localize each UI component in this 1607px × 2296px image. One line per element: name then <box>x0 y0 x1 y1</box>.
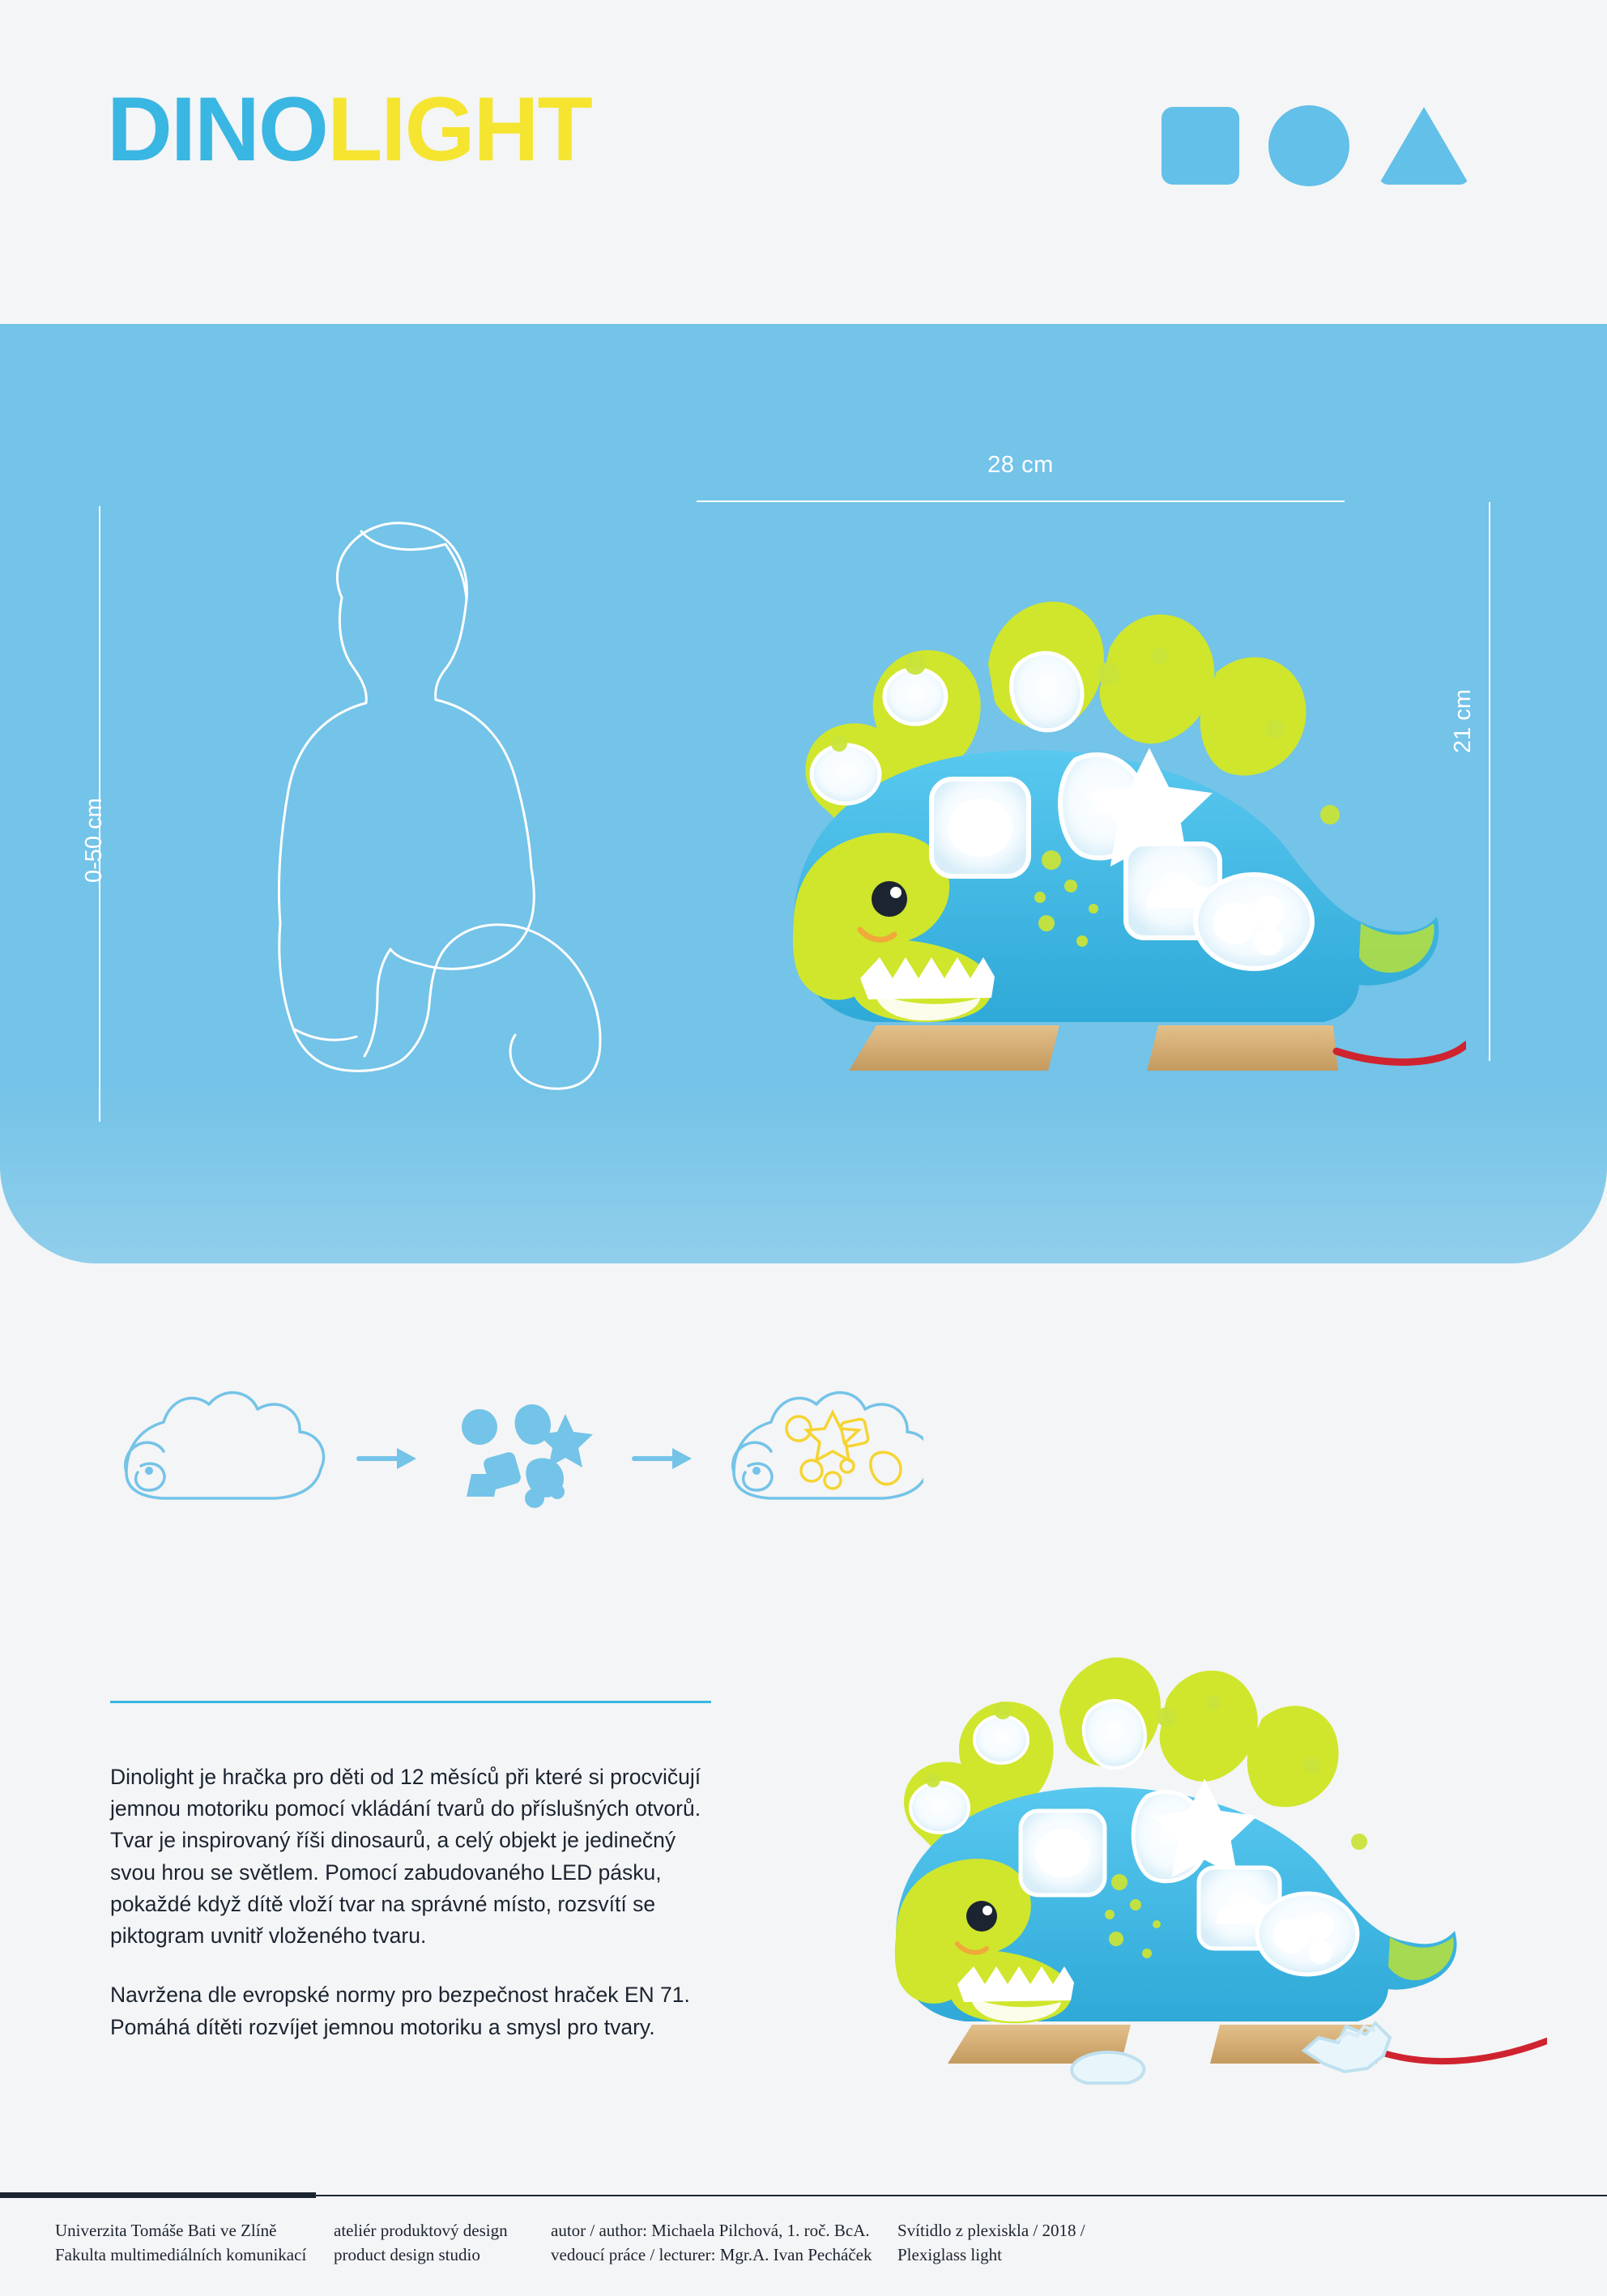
triangle-shape-icon <box>1379 107 1469 185</box>
footer-author-line: autor / author: Michaela Pilchová, 1. roč. BcA. <box>551 2221 870 2240</box>
header-shape-row <box>1162 105 1469 186</box>
height-dimension-label-left: 0-50 cm <box>81 798 107 883</box>
footer-university-line2: Fakulta multimediálních komunikací <box>55 2244 307 2264</box>
footer-university-column <box>55 2219 306 2268</box>
footer-project-column <box>897 2219 1085 2268</box>
footer-university-line1: Univerzita Tomáše Bati ve Zlíně <box>55 2221 277 2240</box>
page-header <box>0 0 1607 324</box>
footer-lecturer-line: vedoucí práce / lecturer: Mgr.A. Ivan Pecháček <box>551 2244 872 2264</box>
arrow-right-icon-2 <box>632 1448 692 1469</box>
text-divider-rule <box>110 1701 711 1703</box>
arrow-right-icon-1 <box>356 1448 416 1469</box>
logo-dino-text: DINO <box>107 79 327 180</box>
description-paragraph-1: Dinolight je hračka pro děti od 12 měsíců při které si procvičují jemnou motoriku pomocí vkládání tvarů do příslušných otvorů. Tvar je inspirovaný říši dinosaurů, a celý objekt je jedinečný svou hrou se světlem. Pomocí zabudovaného LED pásku, pokaždé když dítě vloží tvar na správné místo, rozsvítí se piktogram uvnitř vloženého tvaru. <box>110 1765 701 1949</box>
description-paragraph-2: Navržena dle evropské normy pro bezpečnost hraček EN 71. Pomáhá dítěti rozvíjet jemnou motoriku a smysl pro tvary. <box>110 1983 690 2039</box>
process-step-2 <box>462 1404 593 1508</box>
hero-product-image <box>672 543 1466 1142</box>
description-text <box>110 1761 716 2043</box>
circle-shape-icon <box>1268 105 1349 186</box>
footer-author-column <box>551 2219 872 2268</box>
process-step-1 <box>126 1393 324 1498</box>
footer-studio-line1: ateliér produktový design <box>334 2221 508 2240</box>
logo-light-text: LIGHT <box>327 79 591 180</box>
process-diagram <box>113 1377 923 1539</box>
footer-studio-line2: product design studio <box>334 2244 480 2264</box>
child-silhouette-illustration <box>202 502 632 1118</box>
width-dimension-line <box>697 501 1345 502</box>
process-step-3 <box>733 1393 923 1498</box>
page-footer <box>0 2219 1607 2296</box>
square-shape-icon <box>1162 107 1239 185</box>
footer-project-line2: Plexiglass light <box>897 2244 1002 2264</box>
footer-project-line1: Svítidlo z plexiskla / 2018 / <box>897 2221 1085 2240</box>
footer-accent-bar <box>0 2192 316 2198</box>
secondary-product-image <box>818 1604 1547 2106</box>
height-dimension-line-right <box>1489 502 1490 1061</box>
logo <box>107 79 591 180</box>
footer-studio-column <box>334 2219 508 2268</box>
width-dimension-label: 28 cm <box>987 452 1054 478</box>
height-dimension-label-right: 21 cm <box>1450 689 1476 753</box>
